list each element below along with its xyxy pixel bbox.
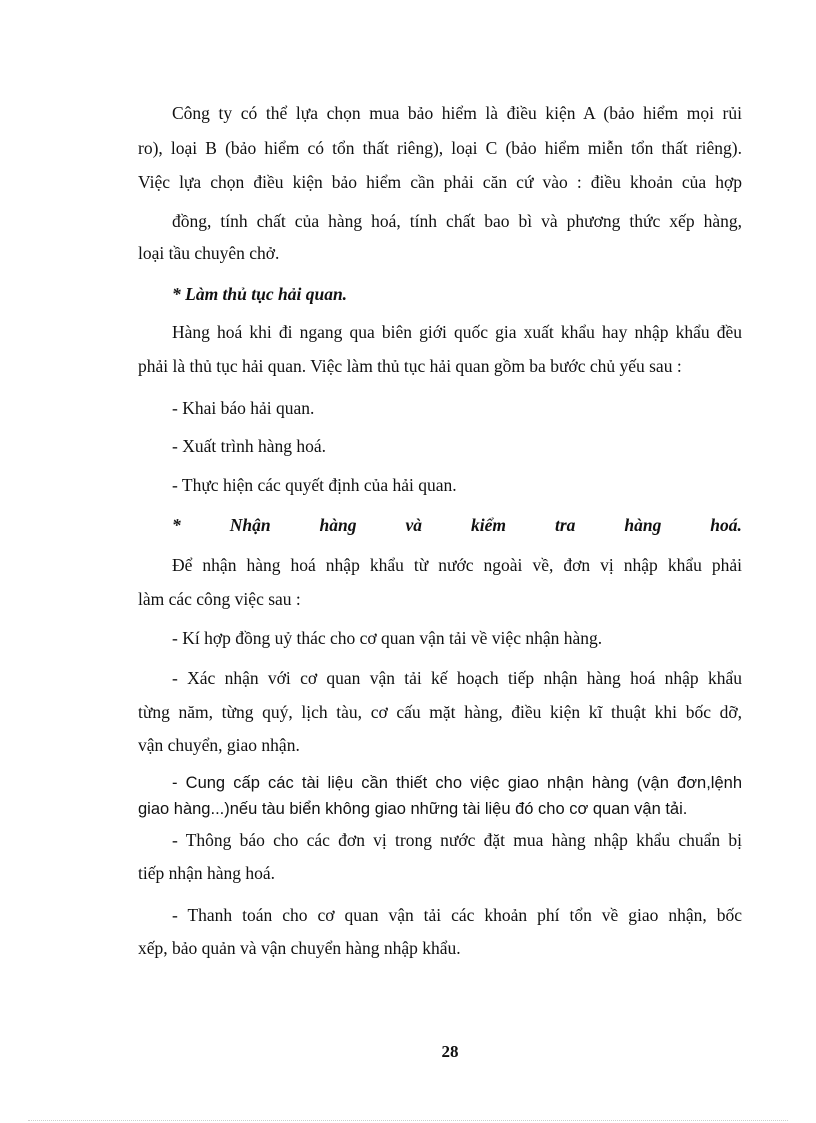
customs-step-item: - Khai báo hải quan. bbox=[172, 398, 315, 418]
receiving-heading-word: tra bbox=[554, 515, 576, 535]
insurance-paragraph-line-5: loại tầu chuyên chở. bbox=[138, 243, 280, 263]
insurance-paragraph-line-2: ro), loại B (bảo hiểm có tổn thất riêng), loại C (bảo hiểm miễn tổn thất riêng). bbox=[138, 138, 742, 158]
insurance-paragraph-line-4: đồng, tính chất của hàng hoá, tính chất bao bì và phương thức xếp hàng, bbox=[172, 211, 742, 231]
receiving-task-3-line-2: giao hàng...)nếu tàu biển không giao những tài liệu đó cho cơ quan vận tải. bbox=[138, 800, 688, 818]
page-number bbox=[0, 1042, 816, 1062]
receiving-heading-word: kiểm bbox=[470, 515, 506, 535]
footer-divider bbox=[28, 1120, 788, 1121]
receiving-task-2-line-2: từng năm, từng quý, lịch tàu, cơ cấu mặt hàng, điều kiện kĩ thuật khi bốc dỡ, bbox=[138, 702, 742, 722]
customs-step-item: - Thực hiện các quyết định của hải quan. bbox=[172, 475, 457, 495]
receiving-heading-word: * bbox=[172, 515, 181, 535]
customs-step-item: - Xuất trình hàng hoá. bbox=[172, 436, 327, 456]
receiving-task-3-line-1: - Cung cấp các tài liệu cần thiết cho việc giao nhận hàng (vận đơn,lệnh bbox=[172, 774, 742, 792]
customs-paragraph-line-2: phải là thủ tục hải quan. Việc làm thủ tục hải quan gồm ba bước chủ yếu sau : bbox=[138, 356, 682, 376]
receiving-task-5-line-1: - Thanh toán cho cơ quan vận tải các khoản phí tổn về giao nhận, bốc bbox=[172, 905, 742, 925]
receiving-paragraph-line-2: làm các công việc sau : bbox=[138, 589, 301, 609]
receiving-task-4-line-2: tiếp nhận hàng hoá. bbox=[138, 863, 276, 883]
receiving-heading-word: hàng bbox=[319, 515, 357, 535]
receiving-heading bbox=[172, 513, 742, 537]
receiving-heading-word: và bbox=[405, 515, 423, 535]
receiving-heading-word: hàng bbox=[624, 515, 662, 535]
receiving-task-4-line-1: - Thông báo cho các đơn vị trong nước đặt mua hàng nhập khẩu chuẩn bị bbox=[172, 830, 742, 850]
receiving-task-2-line-1: - Xác nhận với cơ quan vận tải kế hoạch tiếp nhận hàng hoá nhập khẩu bbox=[172, 668, 742, 688]
insurance-paragraph-line-1: Công ty có thể lựa chọn mua bảo hiểm là điều kiện A (bảo hiểm mọi rủi bbox=[172, 103, 742, 123]
customs-heading: * Làm thủ tục hải quan. bbox=[172, 284, 348, 304]
page-number-text: 28 bbox=[441, 1042, 459, 1061]
receiving-paragraph-line-1: Để nhận hàng hoá nhập khẩu từ nước ngoài về, đơn vị nhập khẩu phải bbox=[172, 555, 742, 575]
insurance-paragraph-line-3: Việc lựa chọn điều kiện bảo hiểm cần phải căn cứ vào : điều khoản của hợp bbox=[138, 172, 742, 192]
receiving-heading-word: Nhận bbox=[229, 515, 271, 535]
receiving-heading-word: hoá. bbox=[710, 515, 742, 535]
receiving-task-5-line-2: xếp, bảo quản và vận chuyển hàng nhập khẩu. bbox=[138, 938, 461, 958]
receiving-task-1: - Kí hợp đồng uỷ thác cho cơ quan vận tải về việc nhận hàng. bbox=[172, 628, 603, 648]
receiving-task-2-line-3: vận chuyển, giao nhận. bbox=[138, 735, 300, 755]
customs-paragraph-line-1: Hàng hoá khi đi ngang qua biên giới quốc gia xuất khẩu hay nhập khẩu đều bbox=[172, 322, 742, 342]
